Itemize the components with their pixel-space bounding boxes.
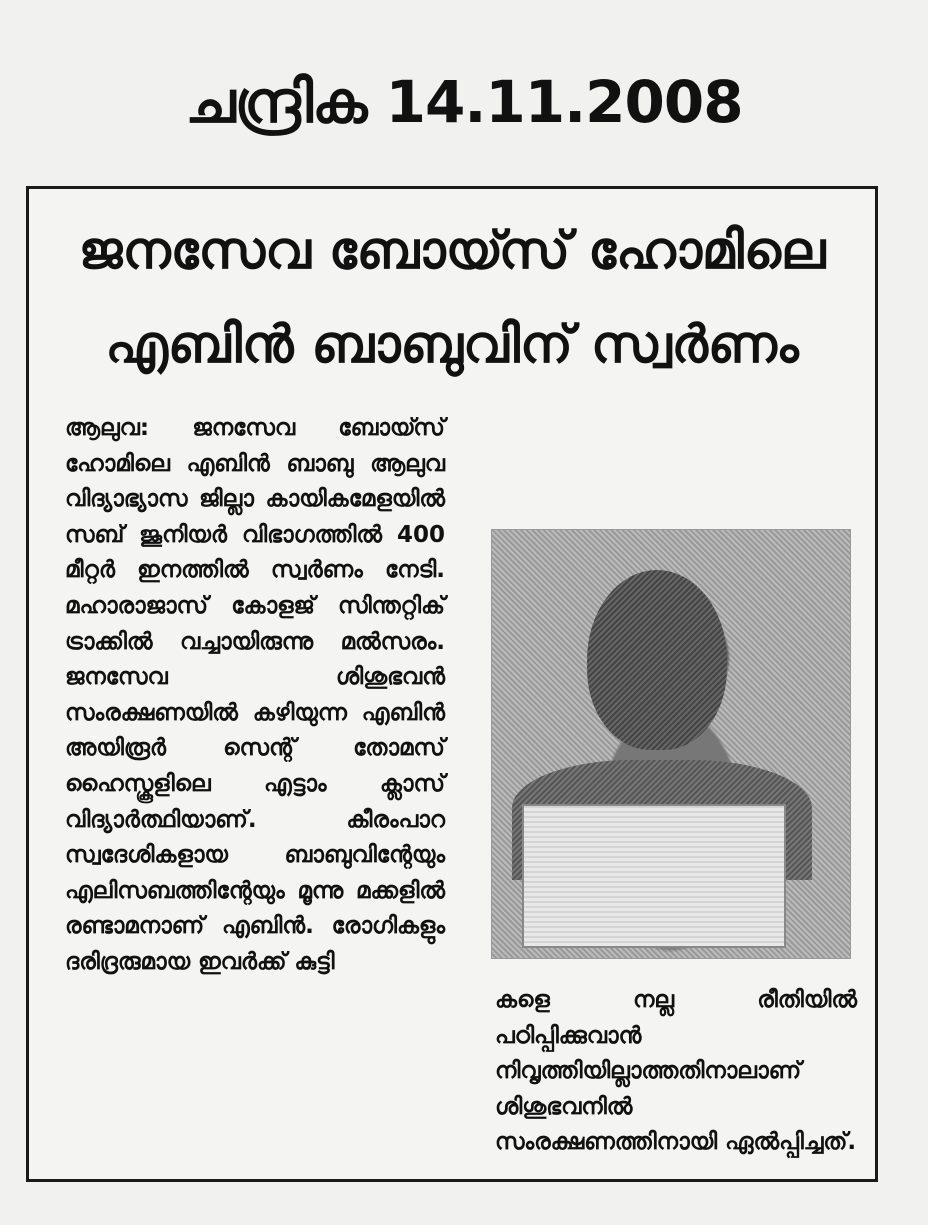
article-text-right: കളെ നല്ല രീതിയിൽ പഠിപ്പിക്കുവാൻ നിവൃത്തിയില്ലാത്തതിനാലാണ് ശിശുഭവനിൽ സംരക്ഷണത്തിനായി ഏൽപ്പിച്ചത്. (495, 987, 857, 1156)
article-right-column (495, 983, 857, 1161)
photo-figure-head (587, 570, 727, 750)
newspaper-masthead: ചന്ദ്രിക 14.11.2008 (185, 68, 743, 136)
news-clipping-frame (26, 186, 878, 1182)
headline-line-1: ജനസേവ ബോയ്സ് ഹോമിലെ (78, 221, 826, 281)
photo-certificate (522, 804, 786, 948)
article-left-column (65, 411, 445, 981)
headline-line-2: എബിൻ ബാബുവിന് സ്വർണം (105, 315, 799, 375)
news-photo (491, 529, 851, 959)
article-text-left: ആലുവ: ജനസേവ ബോയ്സ് ഹോമിലെ എബിൻ ബാബു ആലുവ വിദ്യാഭ്യാസ ജില്ലാ കായികമേളയിൽ സബ് ജൂനിയർ വിഭാഗത്തിൽ 400 മീറ്റർ ഇനത്തിൽ സ്വർണം നേടി. മഹാരാജാസ് കോളജ് സിന്തറ്റിക് ട്രാക്കിൽ വച്ചായിരുന്നു മൽസരം. ജനസേവ ശിശുഭവൻ സംരക്ഷണയിൽ കഴിയുന്ന എബിൻ അയിരൂർ സെന്റ് തോമസ് ഹൈസ്കൂളിലെ എട്ടാം ക്ലാസ് വിദ്യാർത്ഥിയാണ്. കീരംപാറ സ്വദേശികളായ ബാബുവിന്റേയും എലിസബത്തിന്റേയും മൂന്നു മക്കളിൽ രണ്ടാമനാണ് എബിൻ. രോഗികളും ദരിദ്രരുമായ ഇവർക്ക് കുട്ടി (65, 415, 445, 975)
